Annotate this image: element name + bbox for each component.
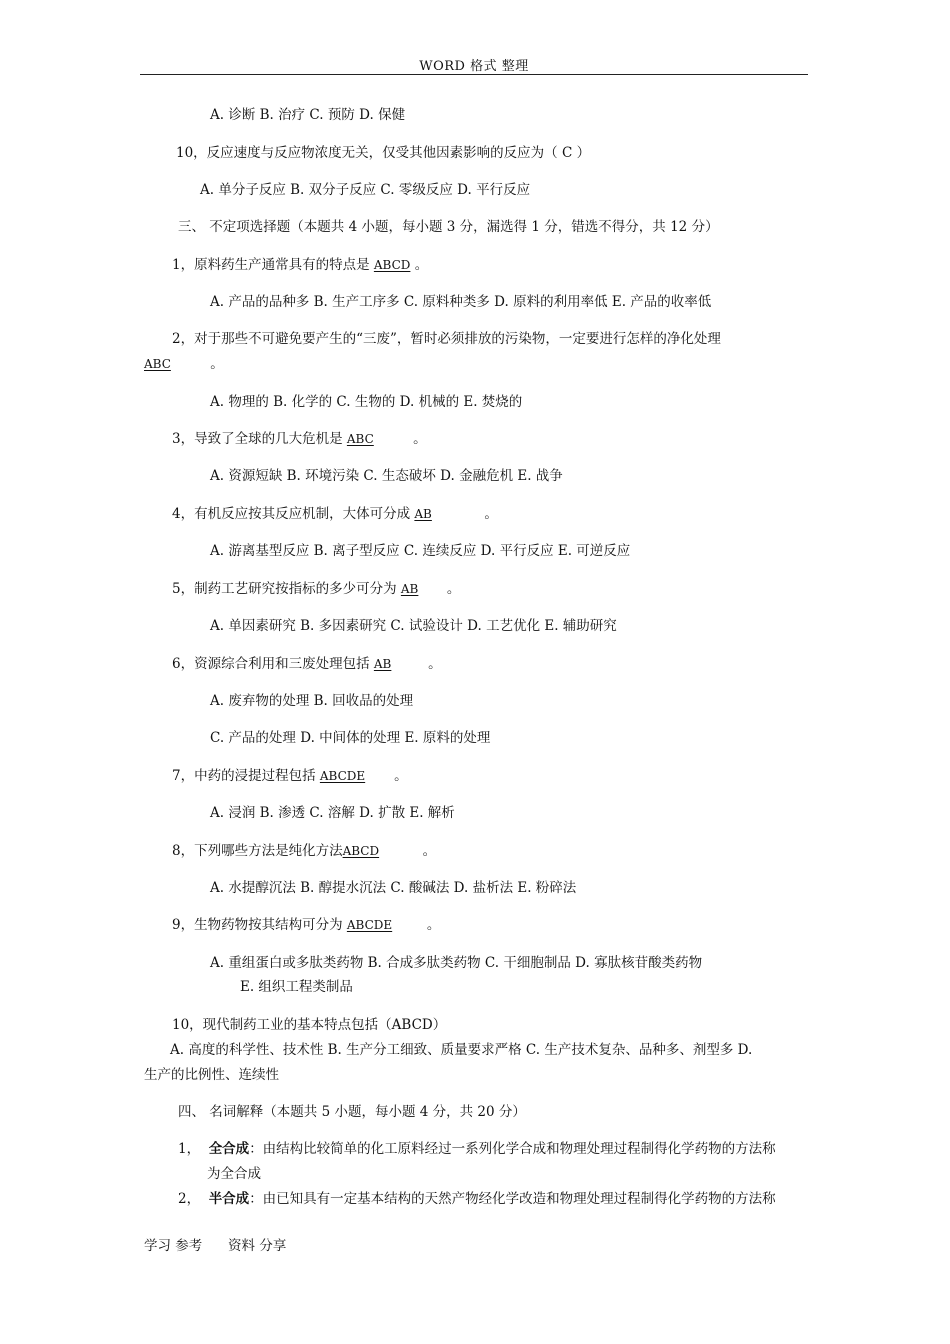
question-options: E. 组织工程类制品	[240, 979, 353, 995]
question-options: A. 重组蛋白或多肽类药物 B. 合成多肽类药物 C. 干细胞制品 D. 寡肽核苷酸类药物	[210, 955, 703, 971]
question-options: A. 高度的科学性、技术性 B. 生产分工细致、质量要求严格 C. 生产技术复杂、品种多、剂型多 D.	[170, 1042, 753, 1058]
question-options: A. 单因素研究 B. 多因素研究 C. 试验设计 D. 工艺优化 E. 辅助研究	[210, 618, 617, 634]
answer-blank: ABCDE	[346, 918, 393, 932]
question-stem: 3，导致了全球的几大危机是 ABC 。	[172, 431, 427, 447]
answer-blank: AB	[373, 657, 392, 671]
answer-blank: ABC	[144, 357, 171, 371]
answer-blank: ABCDE	[319, 769, 366, 783]
term-name: 全合成	[208, 1141, 250, 1157]
question-options: A. 单分子反应 B. 双分子反应 C. 零级反应 D. 平行反应	[200, 182, 531, 198]
page-footer: 学习 参考 资料 分享	[144, 1238, 287, 1254]
question-options: C. 产品的处理 D. 中间体的处理 E. 原料的处理	[210, 730, 491, 746]
question-options: A. 资源短缺 B. 环境污染 C. 生态破坏 D. 金融危机 E. 战争	[210, 468, 563, 484]
question-options: A. 废弃物的处理 B. 回收品的处理	[210, 693, 414, 709]
prev-question-options: A. 诊断 B. 治疗 C. 预防 D. 保健	[210, 107, 406, 123]
question-stem: 6，资源综合利用和三废处理包括 AB 。	[172, 656, 442, 672]
section-title: 三、 不定项选择题（本题共 4 小题，每小题 3 分，漏选得 1 分，错选不得分，共 12 分）	[178, 219, 719, 235]
answer-blank: AB	[414, 507, 432, 521]
question-stem: 7，中药的浸提过程包括 ABCDE 。	[172, 768, 408, 784]
answer-blank: ABC	[346, 432, 374, 446]
header-text: WORD 格式 整理	[419, 59, 529, 74]
question-stem: 4，有机反应按其反应机制，大体可分成 AB 。	[172, 506, 498, 522]
page-header	[140, 52, 808, 75]
question-stem: 9，生物药物按其结构可分为 ABCDE 。	[172, 917, 441, 933]
term-definition: 2， 半合成：由已知具有一定基本结构的天然产物经化学改造和物理处理过程制得化学药物的方法称	[178, 1191, 776, 1207]
section-title: 四、 名词解释（本题共 5 小题，每小题 4 分，共 20 分）	[178, 1104, 526, 1120]
question-options: A. 游离基型反应 B. 离子型反应 C. 连续反应 D. 平行反应 E. 可逆反应	[210, 543, 631, 559]
question-stem: 10，反应速度与反应物浓度无关，仅受其他因素影响的反应为（ C ）	[176, 145, 591, 161]
question-stem: 5，制药工艺研究按指标的多少可分为 AB 。	[172, 581, 461, 597]
answer-blank: ABCD	[342, 844, 380, 858]
answer-blank: ABCD	[373, 258, 411, 272]
question-options: 生产的比例性、连续性	[144, 1067, 279, 1083]
question-stem: 10，现代制药工业的基本特点包括（ABCD）	[172, 1017, 447, 1033]
question-options: A. 物理的 B. 化学的 C. 生物的 D. 机械的 E. 焚烧的	[210, 394, 523, 410]
question-stem: 1，原料药生产通常具有的特点是 ABCD 。	[172, 257, 429, 273]
question-options: A. 水提醇沉法 B. 醇提水沉法 C. 酸碱法 D. 盐析法 E. 粉碎法	[210, 880, 577, 896]
question-options: A. 产品的品种多 B. 生产工序多 C. 原料种类多 D. 原料的利用率低 E. 产品的收率低	[210, 294, 712, 310]
question-options: A. 浸润 B. 渗透 C. 溶解 D. 扩散 E. 解析	[210, 805, 455, 821]
answer-blank: AB	[400, 582, 419, 596]
term-name: 半合成	[208, 1191, 250, 1207]
answer-line: ABC 。	[144, 356, 224, 372]
question-stem: 2，对于那些不可避免要产生的“三废”，暂时必须排放的污染物，一定要进行怎样的净化处理	[172, 331, 721, 347]
question-stem: 8，下列哪些方法是纯化方法ABCD 。	[172, 843, 437, 859]
term-definition-cont: 为全合成	[207, 1166, 261, 1182]
term-definition: 1， 全合成：由结构比较简单的化工原料经过一系列化学合成和物理处理过程制得化学药物的方法称	[178, 1141, 776, 1157]
